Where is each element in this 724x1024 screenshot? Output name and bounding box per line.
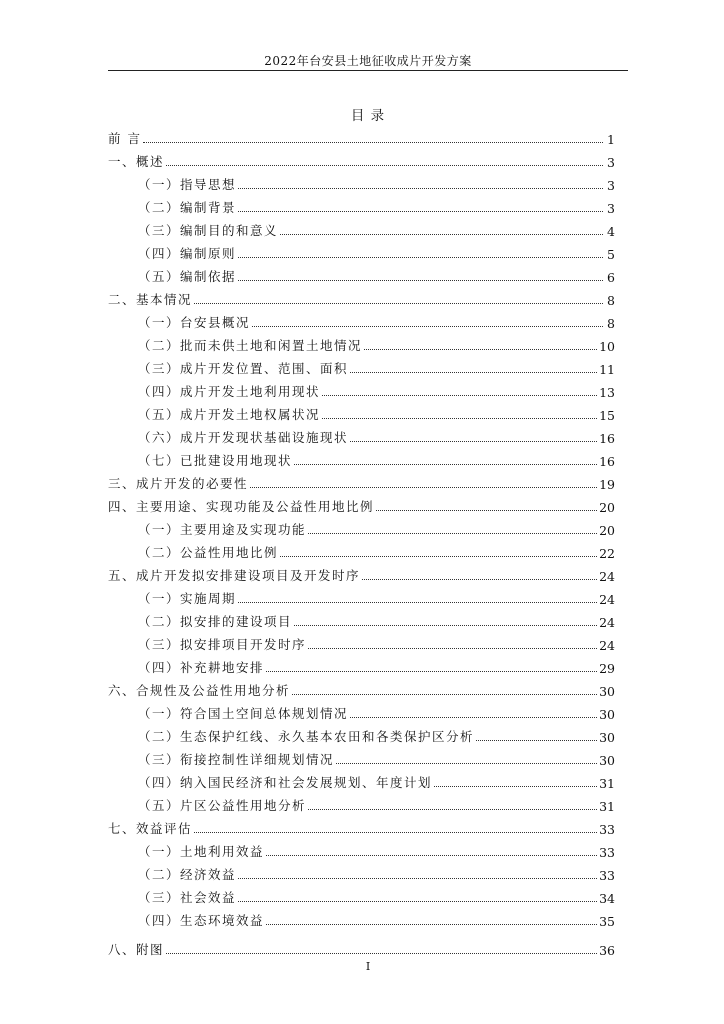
toc-entry-label: （五）片区公益性用地分析 [138, 798, 307, 813]
toc-subentry[interactable] [108, 173, 615, 193]
toc-entry-page: 24 [599, 615, 615, 630]
toc-entry-label: （一）台安县概况 [138, 315, 251, 330]
dot-leader [194, 303, 603, 304]
toc-entry-label: （三）成片开发位置、范围、面积 [138, 361, 349, 376]
toc-subentry[interactable] [108, 518, 615, 538]
toc-entry[interactable] [108, 472, 615, 492]
toc-entry-label: （一）土地利用效益 [138, 844, 265, 859]
dot-leader [294, 464, 597, 465]
dot-leader [143, 142, 603, 143]
dot-leader [238, 901, 597, 902]
dot-leader [434, 786, 597, 787]
toc-entry-label: （二）公益性用地比例 [138, 545, 279, 560]
toc-entry-page: 31 [599, 799, 615, 814]
toc-entry-page: 30 [599, 707, 615, 722]
toc-entry-page: 5 [607, 247, 615, 262]
dot-leader [238, 257, 603, 258]
toc-entry-page: 30 [599, 684, 615, 699]
dot-leader [266, 671, 597, 672]
toc-entry-page: 10 [599, 339, 615, 354]
toc-subentry[interactable] [108, 886, 615, 906]
toc-entry-label: （四）生态环境效益 [138, 913, 265, 928]
toc-entry-label: （四）成片开发土地利用现状 [138, 384, 321, 399]
toc-title: 目 录 [350, 108, 386, 124]
dot-leader [280, 556, 597, 557]
toc-entry-page: 3 [607, 178, 615, 193]
dot-leader [364, 349, 597, 350]
toc-entry-label: （五）成片开发土地权属状况 [138, 407, 321, 422]
toc-entry-page: 30 [599, 753, 615, 768]
toc-entry-page: 24 [599, 592, 615, 607]
toc-entry[interactable] [108, 288, 615, 308]
toc-entry-label: （三）拟安排项目开发时序 [138, 637, 307, 652]
toc-entry-label: （一）实施周期 [138, 591, 237, 606]
toc-entry-label: （六）成片开发现状基础设施现状 [138, 430, 349, 445]
toc-entry-label: （二）批而未供土地和闲置土地情况 [138, 338, 363, 353]
toc-subentry[interactable] [108, 265, 615, 285]
toc-entry-page: 34 [599, 891, 615, 906]
toc-subentry[interactable] [108, 219, 615, 239]
toc-entry-label: （四）纳入国民经济和社会发展规划、年度计划 [138, 775, 433, 790]
dot-leader [292, 694, 597, 695]
toc-entry-page: 24 [599, 638, 615, 653]
toc-entry-page: 24 [599, 569, 615, 584]
toc-subentry[interactable] [108, 334, 615, 354]
toc-subentry[interactable] [108, 311, 615, 331]
toc-subentry[interactable] [108, 403, 615, 423]
toc-entry-label: （一）符合国土空间总体规划情况 [138, 706, 349, 721]
dot-leader [266, 924, 597, 925]
toc-entry-label: 三、成片开发的必要性 [108, 476, 249, 491]
toc-entry-page: 8 [607, 293, 615, 308]
toc-entry-page: 30 [599, 730, 615, 745]
dot-leader [252, 326, 603, 327]
toc-subentry[interactable] [108, 748, 615, 768]
toc-subentry[interactable] [108, 541, 615, 561]
toc-entry-label: （四）补充耕地安排 [138, 660, 265, 675]
dot-leader [238, 211, 603, 212]
toc-entry-page: 29 [599, 661, 615, 676]
dot-leader [308, 648, 597, 649]
toc-entry-page: 31 [599, 776, 615, 791]
toc-entry-page: 1 [607, 132, 615, 147]
dot-leader [280, 234, 603, 235]
toc-entry[interactable] [108, 817, 615, 837]
dot-leader [194, 832, 597, 833]
toc-entry-page: 8 [607, 316, 615, 331]
toc-subentry[interactable] [108, 725, 615, 745]
toc-subentry[interactable] [108, 656, 615, 676]
toc-subentry[interactable] [108, 840, 615, 860]
page-header: 2022年台安县土地征收成片开发方案 [264, 54, 472, 68]
dot-leader [336, 763, 597, 764]
toc-entry-page: 33 [599, 822, 615, 837]
dot-leader [322, 418, 597, 419]
toc-entry-page: 6 [607, 270, 615, 285]
toc-subentry[interactable] [108, 771, 615, 791]
dot-leader [166, 953, 597, 954]
dot-leader [294, 625, 597, 626]
dot-leader [238, 878, 597, 879]
dot-leader [308, 809, 597, 810]
toc-entry-label: （一）指导思想 [138, 177, 237, 192]
toc-entry-page: 11 [599, 362, 615, 377]
dot-leader [350, 717, 597, 718]
dot-leader [166, 165, 603, 166]
toc-entry-label: 一、概述 [108, 154, 165, 169]
toc-entry-label: （四）编制原则 [138, 246, 237, 261]
toc-entry-page: 3 [607, 201, 615, 216]
toc-subentry[interactable] [108, 610, 615, 630]
toc-entry-label: （三）社会效益 [138, 890, 237, 905]
toc-entry-page: 19 [599, 477, 615, 492]
page-number: I [365, 960, 371, 973]
toc-subentry[interactable] [108, 909, 615, 929]
toc-entry-label: 二、基本情况 [108, 292, 193, 307]
toc-entry-label: 六、合规性及公益性用地分析 [108, 683, 291, 698]
toc-entry[interactable] [108, 495, 615, 515]
toc-entry-label: （三）衔接控制性详细规划情况 [138, 752, 335, 767]
toc-subentry[interactable] [108, 794, 615, 814]
toc-entry-page: 16 [599, 454, 615, 469]
toc-entry-label: 四、主要用途、实现功能及公益性用地比例 [108, 499, 375, 514]
toc-subentry[interactable] [108, 633, 615, 653]
toc-entry[interactable] [108, 938, 615, 958]
toc-entry-label: （七）已批建设用地现状 [138, 453, 293, 468]
toc-entry-page: 4 [607, 224, 615, 239]
toc-entry-label: （二）经济效益 [138, 867, 237, 882]
toc-entry-label: （五）编制依据 [138, 269, 237, 284]
toc-subentry[interactable] [108, 196, 615, 216]
toc-subentry[interactable] [108, 449, 615, 469]
toc-entry-label: （二）拟安排的建设项目 [138, 614, 293, 629]
toc-entry-page: 15 [599, 408, 615, 423]
dot-leader [238, 280, 603, 281]
toc-entry-page: 3 [607, 155, 615, 170]
dot-leader [308, 533, 597, 534]
toc-entry-page: 20 [599, 500, 615, 515]
dot-leader [238, 602, 597, 603]
toc-entry-page: 35 [599, 914, 615, 929]
toc-subentry[interactable] [108, 863, 615, 883]
toc-entry[interactable] [108, 127, 615, 147]
toc-subentry[interactable] [108, 242, 615, 262]
toc-entry-page: 33 [599, 868, 615, 883]
toc-entry-label: （一）主要用途及实现功能 [138, 522, 307, 537]
toc-subentry[interactable] [108, 380, 615, 400]
toc-entry-label: （二）生态保护红线、永久基本农田和各类保护区分析 [138, 729, 475, 744]
toc-subentry[interactable] [108, 357, 615, 377]
toc-entry-label: 五、成片开发拟安排建设项目及开发时序 [108, 568, 361, 583]
toc-entry-page: 20 [599, 523, 615, 538]
toc-entry[interactable] [108, 679, 615, 699]
dot-leader [476, 740, 597, 741]
toc-entry-page: 16 [599, 431, 615, 446]
toc-entry[interactable] [108, 564, 615, 584]
toc-entry-page: 13 [599, 385, 615, 400]
dot-leader [322, 395, 597, 396]
dot-leader [238, 188, 603, 189]
toc-entry-label: （二）编制背景 [138, 200, 237, 215]
toc-subentry[interactable] [108, 702, 615, 722]
toc-entry-page: 33 [599, 845, 615, 860]
toc-entry-label: （三）编制目的和意义 [138, 223, 279, 238]
dot-leader [250, 487, 597, 488]
toc-entry-page: 22 [599, 546, 615, 561]
toc-entry-page: 36 [599, 943, 615, 958]
toc-entry-label: 八、附图 [108, 942, 165, 957]
toc-entry-label: 七、效益评估 [108, 821, 193, 836]
toc-entry-label: 前 言 [108, 131, 142, 146]
toc-subentry[interactable] [108, 587, 615, 607]
dot-leader [350, 372, 597, 373]
toc-subentry[interactable] [108, 426, 615, 446]
dot-leader [266, 855, 597, 856]
dot-leader [350, 441, 597, 442]
dot-leader [362, 579, 597, 580]
header-divider [108, 70, 628, 71]
dot-leader [376, 510, 597, 511]
toc-entry[interactable] [108, 150, 615, 170]
